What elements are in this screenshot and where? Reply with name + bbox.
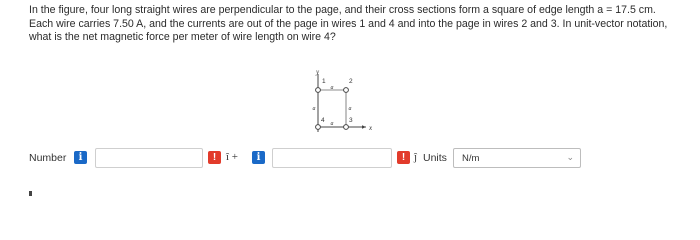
units-select[interactable] bbox=[453, 148, 581, 168]
wire-square-figure bbox=[296, 68, 373, 140]
edge-label-bottom: a bbox=[330, 121, 334, 127]
wire-2 bbox=[344, 88, 349, 93]
answer-row bbox=[0, 148, 700, 170]
edge-label-left: a bbox=[312, 106, 316, 112]
wire-4-label: 4 bbox=[321, 117, 325, 124]
wire-4 bbox=[316, 125, 321, 130]
info-icon-2[interactable]: i bbox=[252, 151, 265, 164]
y-axis-label: y bbox=[316, 68, 320, 76]
warning-icon-i[interactable]: ! bbox=[208, 151, 221, 164]
j-component-input[interactable] bbox=[272, 148, 392, 168]
next-part-edge bbox=[29, 191, 32, 196]
i-hat-term: î + bbox=[226, 151, 239, 163]
wire-1 bbox=[316, 88, 321, 93]
number-label: Number bbox=[29, 152, 67, 164]
chevron-down-icon: ⌄ bbox=[566, 152, 574, 162]
wire-1-label: 1 bbox=[322, 78, 326, 85]
info-icon[interactable]: i bbox=[74, 151, 87, 164]
wire-3 bbox=[344, 125, 349, 130]
question-text: In the figure, four long straight wires are perpendicular to the page, and their cross sections form a square of edge length a = 17.5 cm. Each wire carries 7.50 A, and the currents are out of the page in wires 1 and 4 and into the page in wires 2 and 3. In unit-vector notation, what is the net magnetic force per meter of wire length on wire 4? bbox=[29, 4, 668, 44]
edge-label-top: a bbox=[330, 85, 334, 91]
edge-label-right: a bbox=[348, 106, 352, 112]
warning-icon-j[interactable]: ! bbox=[397, 151, 410, 164]
j-hat-term: ĵ bbox=[414, 151, 418, 163]
wire-3-label: 3 bbox=[349, 117, 353, 124]
units-label: Units bbox=[423, 152, 447, 164]
units-select-value: N/m bbox=[462, 153, 480, 164]
x-axis-label: x bbox=[369, 124, 373, 132]
wire-square-diagram bbox=[296, 68, 373, 140]
i-component-input[interactable] bbox=[95, 148, 203, 168]
wire-2-label: 2 bbox=[349, 78, 353, 85]
